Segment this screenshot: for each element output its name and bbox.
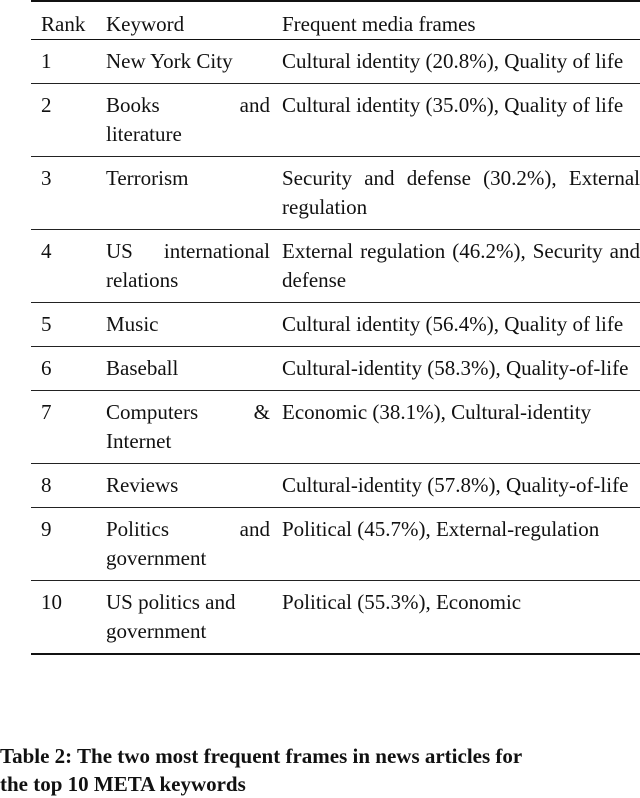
caption-line-1: Table 2: The two most frequent frames in news articles for [0, 744, 523, 768]
table-row [31, 303, 640, 347]
header-frames: Frequent media frames [282, 1, 640, 40]
table-row [31, 347, 640, 391]
header-keyword: Keyword [106, 1, 282, 40]
frames-cell: Cultural identity (20.8%), Quality of life [282, 49, 624, 73]
keyword-cell: US international relations [106, 239, 270, 292]
rank-cell: 9 [41, 517, 52, 541]
frames-cell: Cultural-identity (58.3%), Quality-of-life [282, 356, 629, 380]
keyword-cell: Baseball [106, 356, 179, 380]
keyword-cell: Politics and government [106, 517, 270, 570]
frames-cell: Cultural identity (56.4%), Quality of life [282, 312, 624, 336]
keyword-cell: Reviews [106, 473, 179, 497]
table-row [31, 84, 640, 157]
frames-cell: Political (55.3%), Economic [282, 590, 522, 614]
keyword-cell: US politics and government [106, 590, 236, 643]
keyword-cell: New York City [106, 49, 233, 73]
rank-cell: 3 [41, 166, 52, 190]
keyword-cell: Computers & Internet [106, 400, 270, 453]
frames-cell: Economic (38.1%), Cultural-identity [282, 400, 592, 424]
rank-cell: 7 [41, 400, 52, 424]
frames-cell: Political (45.7%), External-regulation [282, 517, 600, 541]
table-row [31, 581, 640, 655]
frames-cell: Cultural identity (35.0%), Quality of life [282, 93, 624, 117]
rank-cell: 8 [41, 473, 52, 497]
rank-cell: 6 [41, 356, 52, 380]
header-rank: Rank [31, 1, 106, 40]
rank-cell: 1 [41, 49, 52, 73]
table-row [31, 508, 640, 581]
keyword-cell: Books and literature [106, 93, 270, 146]
rank-cell: 2 [41, 93, 52, 117]
rank-cell: 4 [41, 239, 52, 263]
table-row [31, 157, 640, 230]
caption-line-2: the top 10 META keywords [0, 772, 246, 796]
table-row [31, 464, 640, 508]
table-row [31, 40, 640, 84]
keyword-cell: Music [106, 312, 159, 336]
rank-cell: 5 [41, 312, 52, 336]
frames-table [31, 0, 640, 655]
frames-cell: Security and defense (30.2%), External regulation [282, 166, 640, 219]
table-header-row [31, 1, 640, 40]
frames-cell: External regulation (46.2%), Security and defense [282, 239, 640, 292]
table-row [31, 230, 640, 303]
table-row [31, 391, 640, 464]
table-caption [0, 742, 640, 798]
rank-cell: 10 [41, 590, 62, 614]
keyword-cell: Terrorism [106, 166, 189, 190]
frames-cell: Cultural-identity (57.8%), Quality-of-life [282, 473, 629, 497]
